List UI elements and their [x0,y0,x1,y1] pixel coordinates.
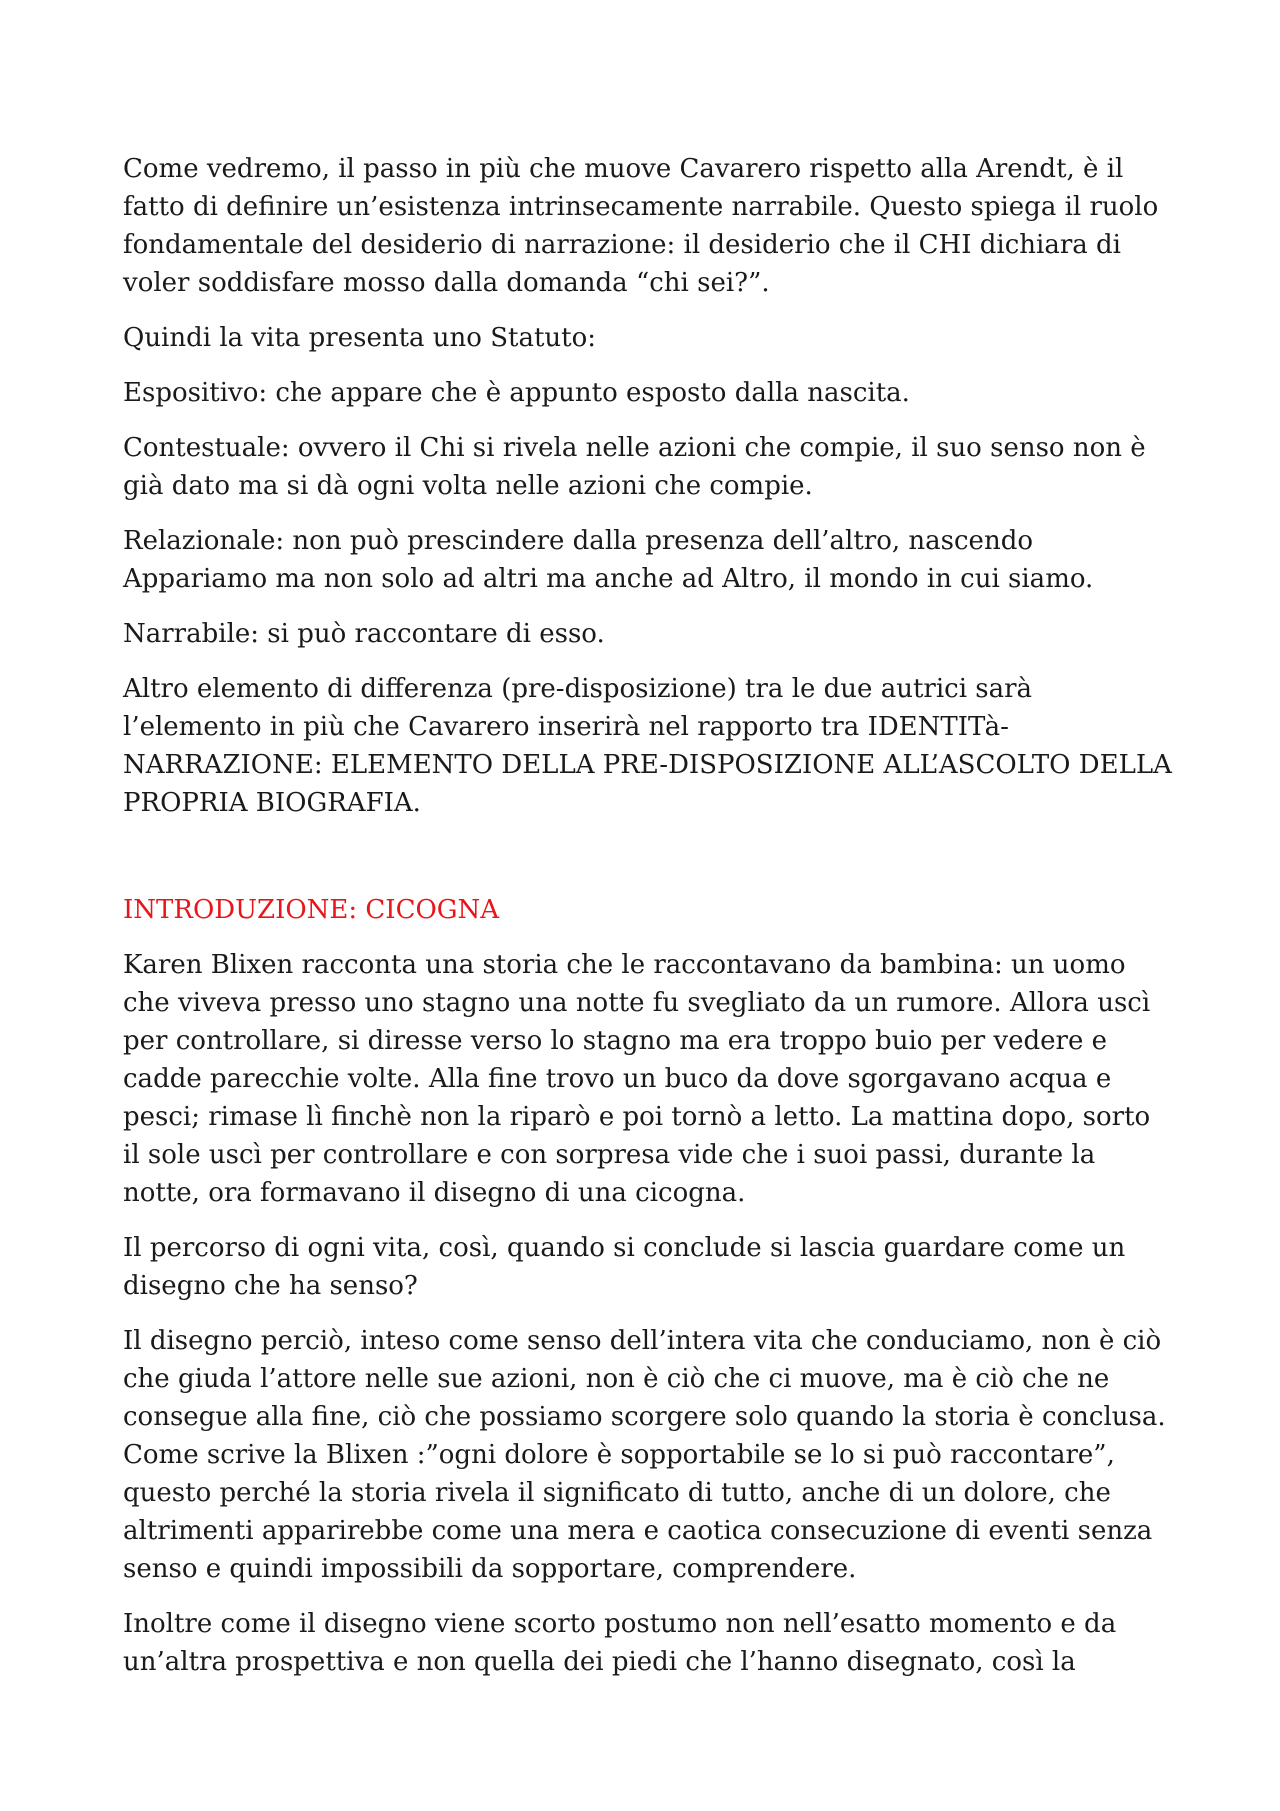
paragraph-espositivo: Espositivo: che appare che è appunto esposto dalla nascita. [123,378,910,408]
paragraph-disegno-senso: Il disegno perciò, inteso come senso dell’intera vita che conduciamo, non è ciò che giuda l’attore nelle sue azioni, non è ciò che ci muove, ma è ciò che ne consegue alla fine, ciò che possiamo scorgere solo quando la storia è conclusa. Come scrive la Blixen :”ogni dolore è sopportabile se lo si può raccontare”, questo perché la storia rivela il significato di tutto, anche di un dolore, che altrimenti apparirebbe come una mera e caotica consecuzione di eventi senza senso e quindi impossibili da sopportare, comprendere. [123,1326,1166,1584]
paragraph-statuto-intro: Quindi la vita presenta uno Statuto: [123,323,597,353]
paragraph-relazionale: Relazionale: non può prescindere dalla presenza dell’altro, nascendo Appariamo ma non solo ad altri ma anche ad Altro, il mondo in cui siamo. [123,526,1094,594]
document-page [123,150,1173,1698]
paragraph-disegno-postumo: Inoltre come il disegno viene scorto postumo non nell’esatto momento e da un’altra prospettiva e non quella dei piedi che l’hanno disegnato, così la [123,1609,1117,1677]
paragraph-pre-disposizione: Altro elemento di differenza (pre-disposizione) tra le due autrici sarà l’elemento in più che Cavarero inserirà nel rapporto tra IDENTITà-NARRAZIONE: ELEMENTO DELLA PRE-DISPOSIZIONE ALL’ASCOLTO DELLA PROPRIA BIOGRAFIA. [123,674,1172,818]
paragraph-contestuale: Contestuale: ovvero il Chi si rivela nelle azioni che compie, il suo senso non è già dato ma si dà ogni volta nelle azioni che compie. [123,433,1146,501]
paragraph-cavarero-arendt: Come vedremo, il passo in più che muove Cavarero rispetto alla Arendt, è il fatto di definire un’esistenza intrinsecamente narrabile. Questo spiega il ruolo fondamentale del desiderio di narrazione: il desiderio che il CHI dichiara di voler soddisfare mosso dalla domanda “chi sei?”. [123,154,1159,298]
paragraph-narrabile: Narrabile: si può raccontare di esso. [123,619,605,649]
section-spacer [123,839,1173,891]
section-heading: INTRODUZIONE: CICOGNA [123,895,500,925]
paragraph-blixen-story: Karen Blixen racconta una storia che le raccontavano da bambina: un uomo che viveva presso uno stagno una notte fu svegliato da un rumore. Allora uscì per controllare, si diresse verso lo stagno ma era troppo buio per vedere e cadde parecchie volte. Alla fine trovo un buco da dove sgorgavano acqua e pesci; rimase lì finchè non la riparò e poi tornò a letto. La mattina dopo, sorto il sole uscì per controllare e con sorpresa vide che i suoi passi, durante la notte, ora formavano il disegno di una cicogna. [123,950,1151,1208]
paragraph-percorso-vita: Il percorso di ogni vita, così, quando si conclude si lascia guardare come un disegno che ha senso? [123,1233,1126,1301]
